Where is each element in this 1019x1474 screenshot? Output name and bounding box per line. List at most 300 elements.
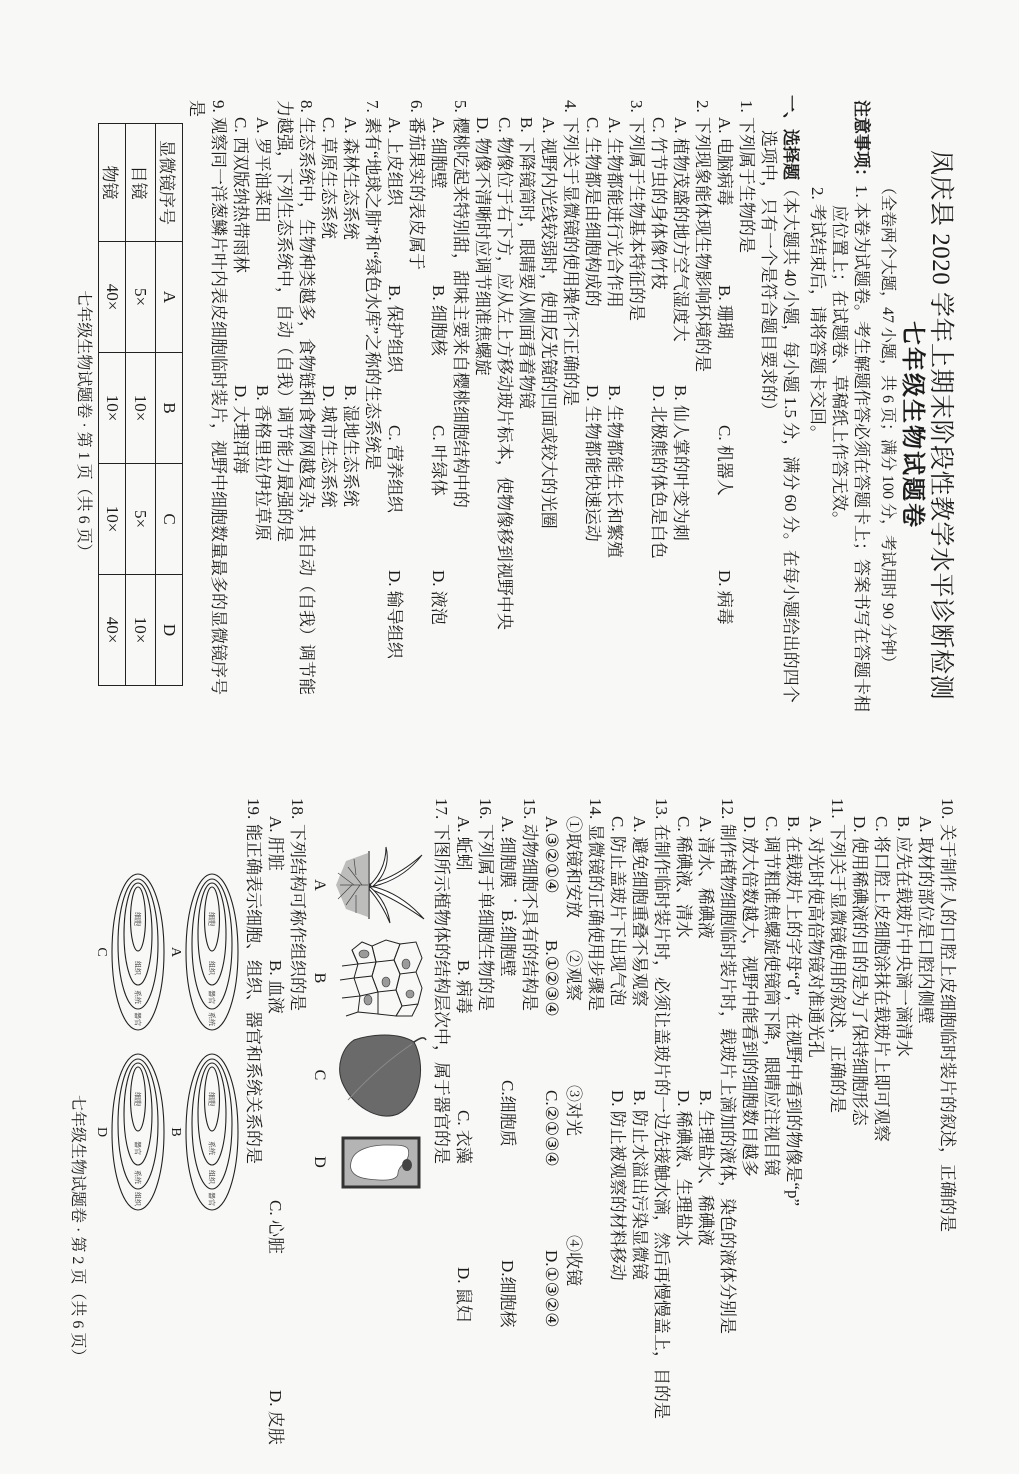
step-4: ④收镜	[564, 1235, 583, 1286]
option-text: 清水、稀碘液	[696, 836, 715, 939]
ring-label: 细胞	[207, 912, 216, 926]
option-c	[606, 816, 628, 1006]
option-label: C.	[608, 816, 627, 832]
ring-label: 组织	[133, 1192, 142, 1206]
q4-option-d-row	[471, 85, 493, 765]
q12-options-row-1	[694, 790, 716, 1470]
option-label: A.	[806, 816, 825, 833]
nested-ellipse-diagram-b	[184, 1052, 240, 1212]
q7-options-row-1	[339, 85, 361, 765]
option-b	[782, 816, 804, 1206]
q10-option-c-row	[870, 790, 892, 1470]
option-a	[669, 117, 691, 342]
option-text: 植物茂盛的地方空气湿度大	[671, 137, 690, 342]
option-label: C.	[385, 425, 404, 441]
option-label: C.	[429, 425, 448, 441]
q8-stem-cont	[273, 85, 295, 765]
option-d	[471, 117, 493, 376]
option-c	[383, 425, 405, 513]
option-a	[427, 117, 449, 189]
option-label: C.	[454, 1110, 473, 1126]
option-label: B.	[715, 285, 734, 301]
ring-label: 组织	[207, 961, 216, 975]
option-label: D.	[715, 570, 734, 587]
option-label: B.	[605, 385, 624, 401]
question-number: 3.	[627, 100, 646, 113]
option-b	[713, 285, 735, 339]
table-cell: 目镜	[126, 124, 156, 242]
question-number: 4.	[561, 100, 580, 113]
option-text: 细胞质	[498, 1095, 517, 1147]
q19-stem	[242, 790, 264, 1470]
option-label: D.	[649, 385, 668, 402]
option-text: 病毒	[454, 979, 473, 1014]
option-text: 防止水溢出污染显微镜	[630, 1109, 649, 1280]
diagram-label: D	[94, 1126, 109, 1138]
option-label: D.	[319, 385, 338, 402]
option-label: B.	[429, 285, 448, 301]
option-b	[452, 960, 474, 1014]
option-text: 细胞壁	[498, 925, 517, 977]
ring-label: 细胞	[133, 1092, 142, 1106]
q13-stem	[650, 790, 672, 1470]
option-label: A.	[696, 816, 715, 833]
q15-options	[496, 790, 518, 1470]
section-desc: （本大题共 40 小题，每小题 1.5 分，满分 60 分。在每小题给出的四个	[781, 180, 800, 703]
option-d	[540, 1250, 562, 1328]
option-text: 细胞核	[429, 304, 448, 356]
question-number: 9.	[209, 100, 228, 113]
option-b	[339, 385, 361, 507]
q7-options-row-2	[317, 85, 339, 765]
option-c	[493, 117, 515, 630]
section-heading	[757, 85, 801, 765]
option-label: D.	[740, 816, 759, 833]
option-b	[496, 910, 518, 977]
option-text: 血液	[266, 979, 285, 1014]
option-text: 森林生态系统	[341, 137, 360, 240]
question-number: 1.	[737, 100, 756, 113]
q4-stem	[559, 85, 581, 765]
q5-stem	[449, 85, 471, 765]
option-text: 蚯蚓	[454, 836, 473, 871]
option-text: 下降镜筒时，眼睛要从侧面看着物镜	[517, 136, 536, 409]
option-d	[848, 816, 870, 1126]
option-text: 调节粗准焦螺旋使镜筒下降，眼睛应注视目镜	[762, 835, 781, 1176]
question-stem: 下列属于生物的是	[737, 117, 756, 253]
option-c	[496, 1080, 518, 1147]
q7-stem	[361, 85, 383, 765]
table-header-cell: 显微镜序号	[156, 124, 183, 242]
section-desc-cont: 选项中，只有一个是符合题目要求的）	[759, 130, 778, 419]
option-text: 西双版纳热带雨林	[231, 136, 250, 273]
question-number: 11.	[828, 798, 847, 819]
option-text: 城市生态系统	[319, 405, 338, 508]
option-d	[264, 1390, 286, 1445]
option-text: 皮肤	[266, 1410, 285, 1445]
option-label: C.	[542, 1090, 561, 1106]
option-d	[383, 570, 405, 659]
option-label: D.	[454, 1267, 473, 1284]
step-3: ③对光	[564, 1085, 583, 1136]
option-text: 取材的部位是口腔内侧壁	[916, 836, 935, 1024]
question-number: 2.	[693, 100, 712, 113]
option-text: 生物都能进行光合作用	[605, 137, 624, 308]
notes-line-3	[806, 85, 828, 765]
q11-option-c-row	[760, 790, 782, 1470]
question-stem: 在制作临时装片时，必须让盖玻片的一边先接触水滴，然后再慢慢盖上，目的是	[652, 824, 671, 1419]
question-stem: 下图所示植物体的结构层次中，属于器官的是	[432, 824, 451, 1164]
option-a	[452, 816, 474, 871]
option-label: C.	[319, 117, 338, 133]
figure-label: A	[311, 879, 328, 891]
q5-options	[427, 85, 449, 765]
q9-stem	[207, 85, 229, 765]
question-number: 14.	[586, 798, 605, 820]
option-b	[694, 1090, 716, 1246]
section-label: 一、选择题	[781, 95, 800, 180]
option-text: 生理盐水、稀碘液	[696, 1109, 715, 1246]
exam-page-1	[20, 85, 1000, 765]
option-b	[628, 1090, 650, 1280]
option-label: C.	[762, 816, 781, 832]
option-text: 防止盖玻片下出现气泡	[608, 835, 627, 1006]
q11-option-a-row	[804, 790, 826, 1470]
option-text: 心脏	[266, 1219, 285, 1254]
option-label: C.	[649, 117, 668, 133]
q6-options	[383, 85, 405, 765]
option-label: A.	[605, 117, 624, 134]
figure-label: C	[311, 1069, 328, 1081]
option-d	[317, 385, 339, 508]
option-text: 湿地生态系统	[341, 404, 360, 507]
table-cell: 5×	[126, 242, 156, 353]
option-c	[647, 117, 669, 290]
option-c	[760, 816, 782, 1176]
table-header-row	[156, 124, 183, 686]
question-stem: 下列关于显微镜的使用操作	[561, 117, 580, 321]
option-d	[229, 385, 251, 474]
option-label: D.	[608, 1090, 627, 1107]
option-b	[251, 385, 273, 541]
question-stem-end: 的结构是	[520, 943, 539, 1011]
option-text: 北极熊的体色是白色	[649, 405, 668, 559]
q14-steps	[562, 790, 584, 1470]
option-label: B.	[341, 385, 360, 401]
option-label: B.	[894, 816, 913, 832]
option-d	[647, 385, 669, 559]
q12-stem	[716, 790, 738, 1470]
diagram-label: B	[168, 1127, 183, 1137]
q6-stem	[405, 85, 427, 765]
option-label: A.	[498, 816, 517, 833]
q14-options	[540, 790, 562, 1470]
question-stem: 关于制作人的口腔上皮细胞临时装片的叙述，正确的是	[938, 824, 957, 1232]
q9-stem-cont	[185, 85, 207, 765]
ring-label: 系统	[133, 990, 142, 1004]
question-number: 12.	[718, 798, 737, 820]
option-label: B.	[498, 910, 517, 926]
option-text: 病毒	[715, 590, 734, 625]
option-text: 稀碘液、生理盐水	[674, 1110, 693, 1247]
page-footer: 七年级生物试题卷 · 第 2 页（共 6 页）	[69, 1095, 86, 1365]
nested-ellipse-diagram-c	[110, 872, 166, 1032]
option-label: A.	[715, 117, 734, 134]
table-header-cell: B	[156, 353, 183, 464]
question-stem: 下列现象能体现生物影响环境的是	[693, 117, 712, 372]
q2-options-row-2	[647, 85, 669, 765]
question-stem: 下列属于单细胞生物的是	[476, 824, 495, 1011]
option-b	[264, 960, 286, 1014]
option-text: 细胞膜	[498, 836, 517, 888]
option-text: ①②③④	[542, 955, 561, 1017]
question-number: 19.	[244, 798, 263, 820]
option-label: D.	[385, 570, 404, 587]
notes-line-2	[828, 85, 850, 765]
option-a	[264, 816, 286, 871]
option-label: B.	[671, 385, 690, 401]
figure-label: B	[311, 972, 328, 984]
option-label: A.	[429, 117, 448, 134]
section-line-2	[757, 85, 779, 765]
option-label: A.	[253, 117, 272, 134]
ring-label: 系统	[133, 1170, 142, 1184]
table-row	[99, 124, 126, 686]
tissue-figure	[338, 938, 426, 1018]
q11-stem	[826, 790, 848, 1470]
option-text: 物像位于右下方，应从左上方移动玻片标本，使物像移到视野中央	[495, 136, 514, 630]
q8-stem	[295, 85, 317, 765]
option-label: D.	[674, 1090, 693, 1107]
exam-info: （全卷两个大题，47 小题，共 6 页；满分 100 分，考试用时 90 分钟）	[879, 178, 896, 671]
option-label: C.	[231, 117, 250, 133]
q3-stem	[625, 85, 647, 765]
q4-option-a-row	[537, 85, 559, 765]
option-label: D.	[429, 570, 448, 587]
option-d	[427, 570, 449, 625]
question-stem: 能正确表示细胞、组织、器官和系统关系的是	[244, 824, 263, 1164]
option-a	[339, 117, 361, 240]
q2-options-row-1	[669, 85, 691, 765]
option-label: D.	[231, 385, 250, 402]
q1-stem	[735, 85, 757, 765]
table-header-cell: D	[156, 575, 183, 686]
question-stem: 显微镜的正确使用步骤是	[586, 824, 605, 1011]
option-label: C.	[498, 1080, 517, 1096]
option-label: D.	[850, 816, 869, 833]
ring-label: 器官	[207, 990, 216, 1004]
option-c	[427, 425, 449, 496]
option-text: 生物都能快速运动	[583, 405, 602, 542]
option-text: 珊瑚	[715, 304, 734, 339]
question-stem-cont: 是	[187, 100, 206, 117]
option-a	[628, 816, 650, 1007]
q3-options-row-1	[603, 85, 625, 765]
option-label: A.	[630, 816, 649, 833]
option-label: B.	[517, 117, 536, 133]
option-label: A.	[916, 816, 935, 833]
step-2: ②观察	[564, 950, 583, 1001]
question-number: 6.	[407, 100, 426, 113]
option-label: C.	[872, 816, 891, 832]
option-text: 肝脏	[266, 836, 285, 871]
q16-stem	[474, 790, 496, 1470]
option-c	[264, 1200, 286, 1254]
table-cell: 10×	[126, 353, 156, 464]
q17-figures	[330, 790, 430, 1470]
table-cell: 40×	[99, 242, 126, 353]
option-b	[669, 385, 691, 541]
option-a	[537, 117, 559, 529]
option-b	[515, 117, 537, 409]
option-text: 生物都能生长和繁殖	[605, 404, 624, 558]
question-number: 15.	[520, 798, 539, 820]
q8-options-row-1	[251, 85, 273, 765]
q13-options-row-1	[628, 790, 650, 1470]
option-d	[672, 1090, 694, 1247]
option-label: C.	[674, 816, 693, 832]
q10-option-a-row	[914, 790, 936, 1470]
notes-block	[806, 85, 872, 765]
table-cell: 10×	[99, 353, 126, 464]
option-label: C.	[266, 1200, 285, 1216]
plant-organism-figure	[334, 845, 426, 925]
question-number: 17.	[432, 798, 451, 820]
q13-options-row-2	[606, 790, 628, 1470]
option-text: 在载玻片上的字母“d”，在视野中看到的物像是“p”	[784, 835, 803, 1207]
option-a	[383, 117, 405, 206]
question-stem: 制作植物细胞临时装片时，载玻片上滴加的液体，染色的液体分别是	[718, 824, 737, 1334]
option-text: ①③②④	[542, 1266, 561, 1328]
option-c	[229, 117, 251, 273]
notes-item-2: 2. 考试结束后，请将答题卡交回。	[808, 187, 827, 442]
option-text: 应先在载玻片中央滴一滴清水	[894, 835, 913, 1057]
table-header-cell: C	[156, 464, 183, 575]
option-c	[870, 816, 892, 1142]
q15-stem	[518, 790, 540, 1470]
option-text: 将口腔上皮细胞涂抹在载玻片上即可观察	[872, 835, 891, 1142]
q18-stem	[286, 790, 308, 1470]
plant-cell-figure	[340, 1135, 422, 1190]
option-d	[452, 1267, 474, 1322]
table-header-cell: A	[156, 242, 183, 353]
option-d	[713, 570, 735, 625]
option-text: 防止被观察的材料移动	[608, 1110, 627, 1281]
q1-options	[713, 85, 735, 765]
option-label: A.	[266, 816, 285, 833]
exam-page-2	[20, 790, 1000, 1470]
option-b	[540, 940, 562, 1017]
option-text: 细胞壁	[429, 137, 448, 189]
q12-options-row-2	[672, 790, 694, 1470]
option-label: A.	[341, 117, 360, 134]
option-text: 香格里拉伊拉草原	[253, 404, 272, 541]
option-label: D.	[266, 1390, 285, 1407]
question-stem: 樱桃吃起来特别甜，甜味主要来自樱桃细胞结构中的	[451, 117, 470, 508]
option-text: 机器人	[715, 444, 734, 496]
question-stem: 观察同一洋葱鳞片叶内表皮细胞临时装片，视野中细胞数量最多的显微镜序号	[209, 117, 228, 695]
table-cell: 物镜	[99, 124, 126, 242]
option-c	[317, 117, 339, 239]
option-d	[606, 1090, 628, 1281]
question-stem: 下列关于显微镜使用的叙述，正确的是	[828, 824, 847, 1113]
option-text: 避免细胞重叠不易观察	[630, 836, 649, 1007]
option-label: D.	[498, 1260, 517, 1277]
question-stem: 素有“地球之肺”和“绿色水库”之称的生态系统是	[363, 117, 382, 471]
q8-options-row-2	[229, 85, 251, 765]
table-cell: 10×	[99, 464, 126, 575]
q11-option-b-row	[782, 790, 804, 1470]
leaf-figure	[336, 1030, 428, 1120]
option-b	[383, 285, 405, 373]
question-number: 8.	[297, 100, 316, 113]
nested-ellipse-diagram-a	[184, 872, 240, 1032]
ring-label: 系统	[207, 1012, 216, 1026]
ring-label: 细胞	[133, 912, 142, 926]
q16-options	[452, 790, 474, 1470]
question-number: 7.	[363, 100, 382, 113]
q19-diagram-labels-row-1	[166, 790, 184, 1470]
option-c	[452, 1110, 474, 1164]
ring-label: 组织	[207, 1170, 216, 1184]
table-row	[126, 124, 156, 686]
option-label: B.	[253, 385, 272, 401]
question-stem-end: 的是	[561, 372, 580, 406]
option-text: 稀碘液、清水	[674, 835, 693, 938]
q10-option-b-row	[892, 790, 914, 1470]
option-text: 电脑病毒	[715, 137, 734, 206]
option-label: C.	[583, 117, 602, 133]
option-text: 鼠妇	[454, 1287, 473, 1322]
option-a	[914, 816, 936, 1024]
option-label: C.	[495, 117, 514, 133]
question-stem: 下列结构可称作组织的是	[288, 824, 307, 1011]
option-label: C.	[715, 425, 734, 441]
section-line-1	[779, 85, 801, 765]
question-number: 10.	[938, 798, 957, 820]
option-text: 营养组织	[385, 444, 404, 513]
option-a	[496, 816, 518, 888]
question-stem-cont: 力越强，下列生态系统中，自动（自我）调节能力最强的是	[275, 100, 294, 542]
question-stem: 动物细胞	[520, 824, 539, 892]
option-text: 叶绿体	[429, 444, 448, 496]
q11-option-d-row	[738, 790, 760, 1470]
option-c	[672, 816, 694, 938]
option-text: 对光时使高倍物镜对准通光孔	[806, 836, 825, 1058]
q17-figure-labels	[308, 790, 330, 1470]
notes-item-1: 1. 本卷为试题卷。考生解题作答必须在答题卡上；答案书写在答题卡相	[852, 185, 871, 712]
option-c	[713, 425, 735, 496]
table-cell: 40×	[99, 575, 126, 686]
option-d	[581, 385, 603, 542]
q3-options-row-2	[581, 85, 603, 765]
option-text: 使用稀碘液的目的是为了保持细胞形态	[850, 836, 869, 1126]
exam-title: 凤庆县 2020 学年上期末阶段性教学水平诊断检测	[927, 149, 954, 700]
option-label: D.	[473, 117, 492, 134]
q10-option-d-row	[848, 790, 870, 1470]
option-text: ②①③④	[542, 1105, 561, 1167]
question-number: 5.	[451, 100, 470, 113]
option-label: A.	[385, 117, 404, 134]
option-c	[540, 1090, 562, 1167]
option-a	[804, 816, 826, 1058]
option-text: 放大倍数越大，视野中能看到的细胞数目越多	[740, 836, 759, 1177]
q4-option-b-row	[515, 85, 537, 765]
emphasis-text: 不具有	[520, 892, 539, 943]
q17-stem	[430, 790, 452, 1470]
figure-label: D	[311, 1156, 328, 1168]
option-b	[603, 385, 625, 558]
